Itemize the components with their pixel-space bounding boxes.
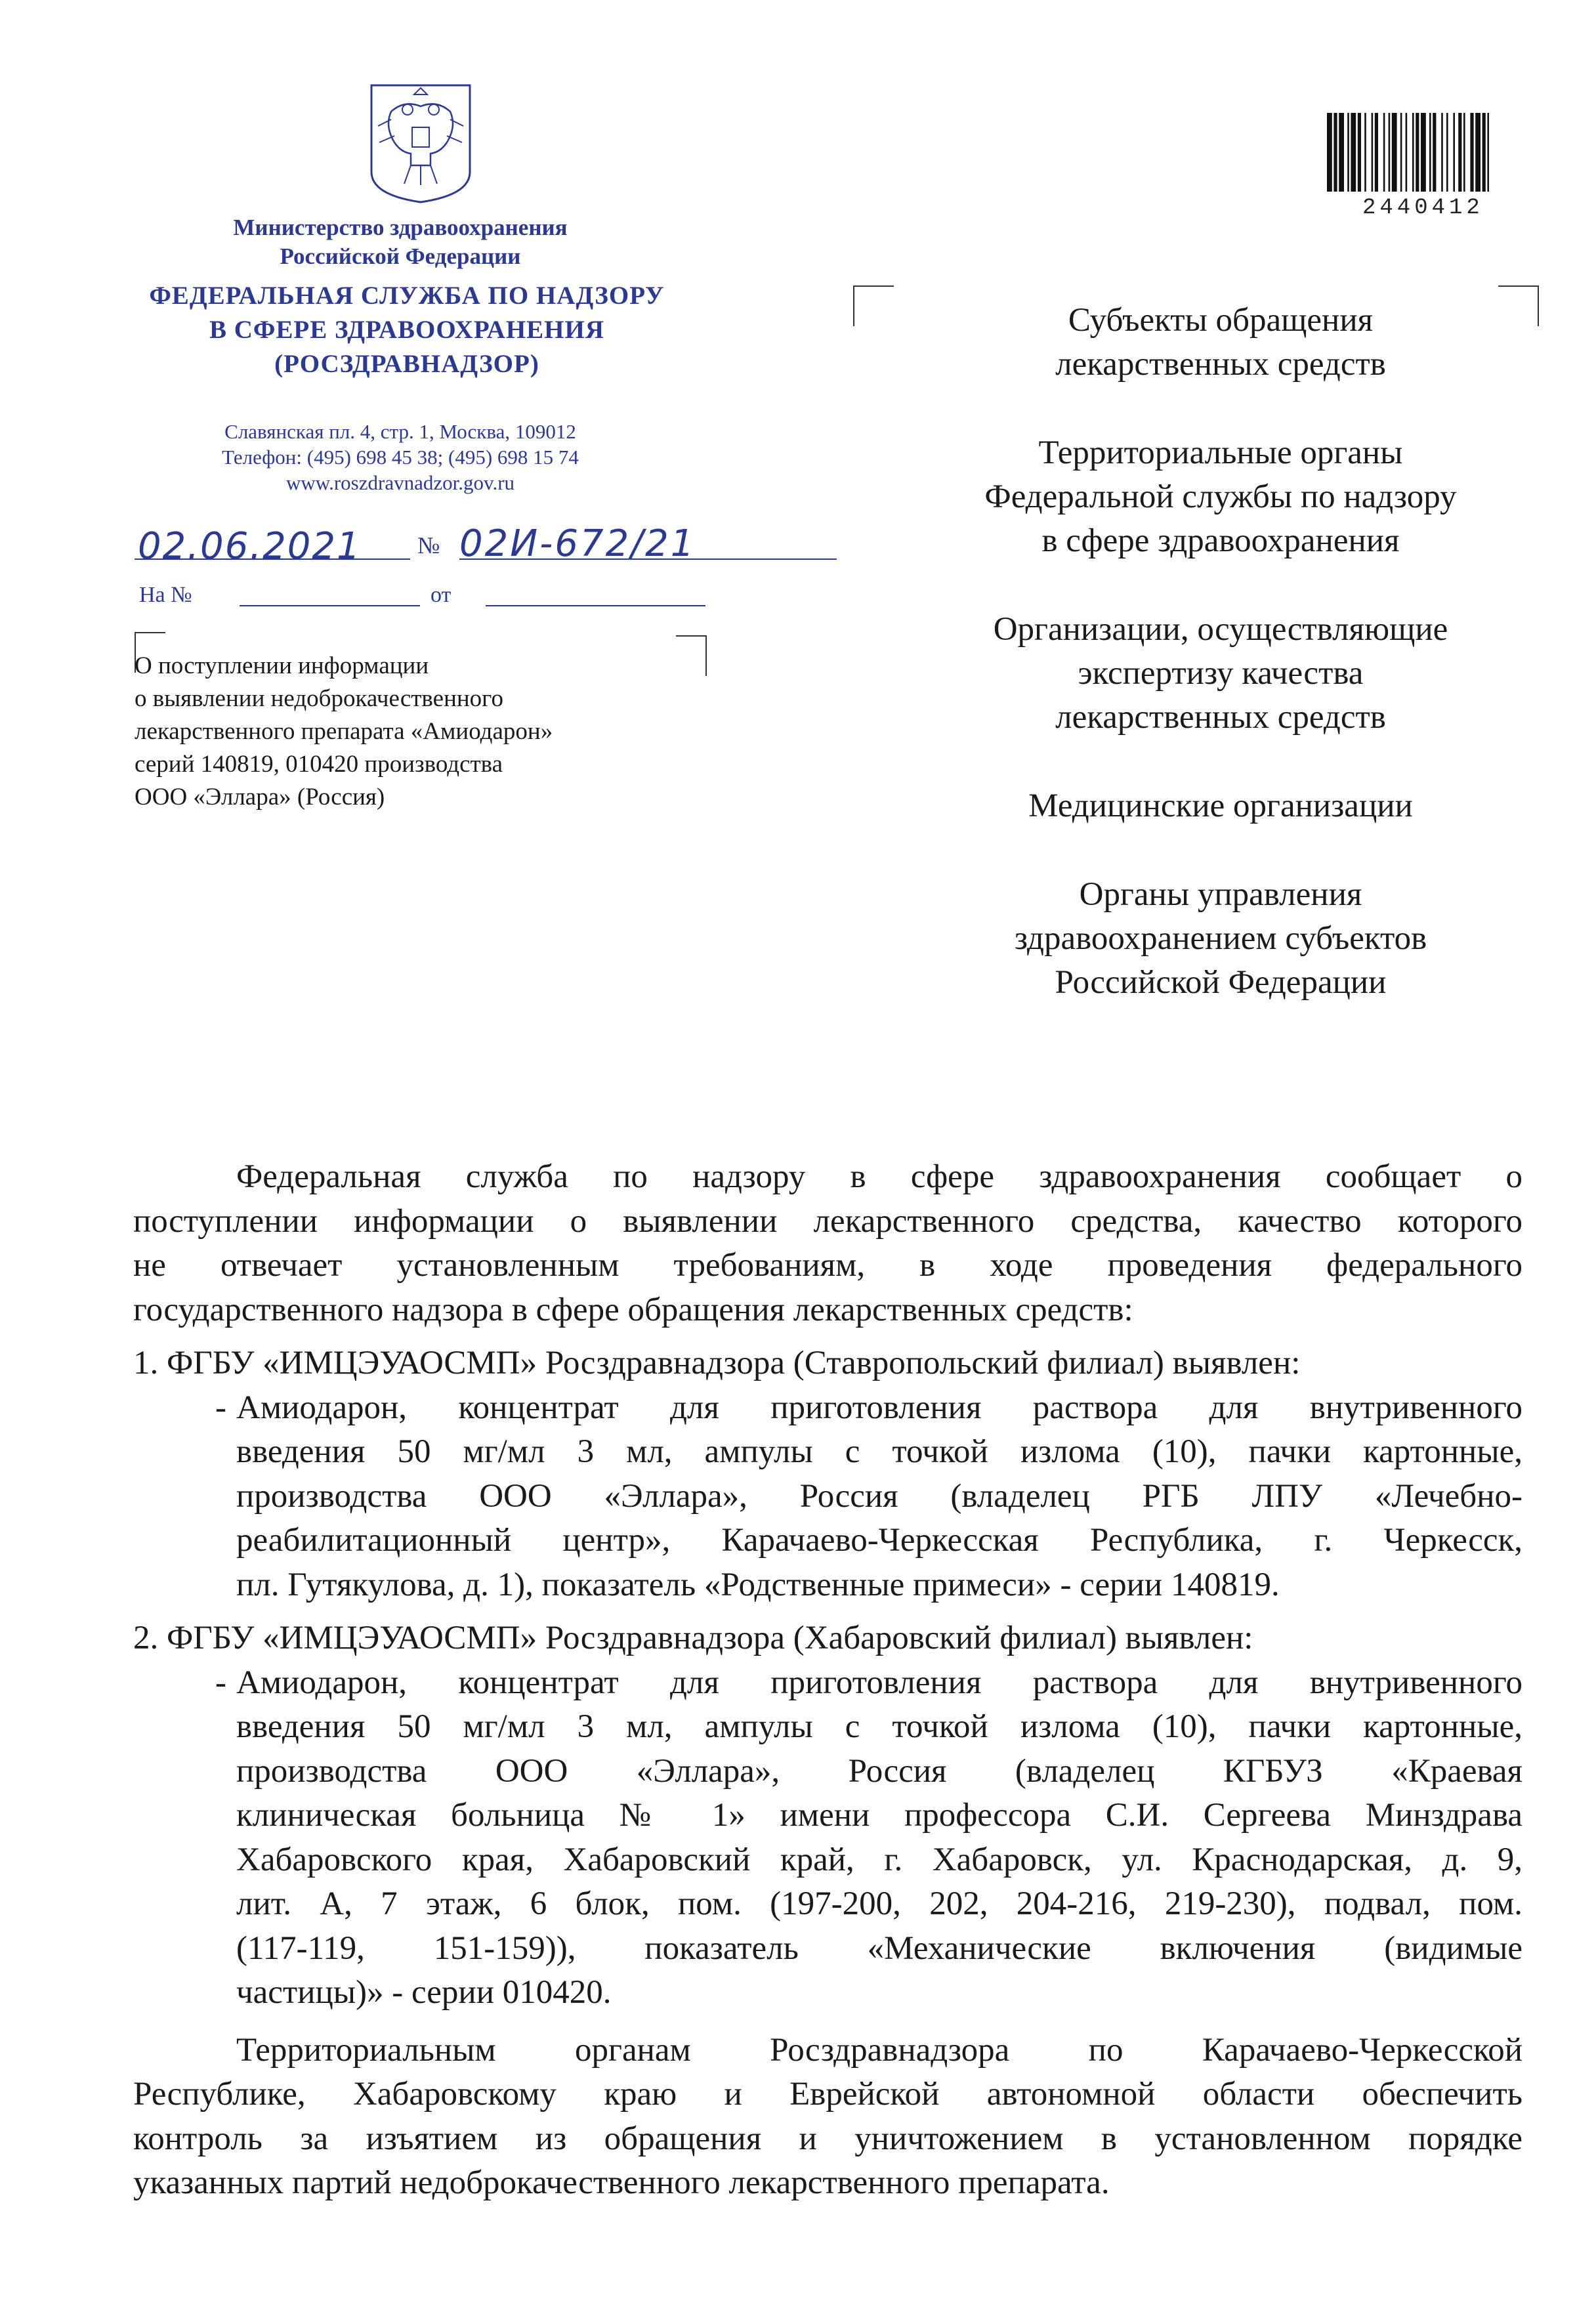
body-line: указанных партий недоброкачественного лекарственного препарата.	[133, 2164, 1110, 2201]
subject-line: ООО «Эллара» (Россия)	[135, 784, 385, 810]
russian-coat-of-arms-icon	[365, 80, 476, 205]
addressee-line: Субъекты обращения	[1068, 302, 1374, 339]
body-line: контроль за изъятием из обращения и уничтожением в установленном порядке	[133, 2120, 1522, 2157]
barcode-number: 2440412	[1362, 196, 1484, 221]
body-line-text: Амиодарон, концентрат для приготовления раствора для внутривенного	[236, 1389, 1522, 1426]
barcode-bar	[1412, 113, 1414, 192]
barcode-bar	[1416, 113, 1419, 192]
body-line: клиническая больница № 1» имени профессора С.И. Сергеева Минздрава	[236, 1797, 1522, 1834]
addressee-bracket-left	[853, 285, 894, 326]
website-line: www.roszdravnadzor.gov.ru	[285, 471, 515, 494]
subject-line: о выявлении недоброкачественного	[135, 685, 503, 712]
body-line-text: Амиодарон, концентрат для приготовления раствора для внутривенного	[236, 1664, 1522, 1701]
body-line: Территориальным органам Росздравнадзора по Карачаево-Черкесской	[236, 2031, 1522, 2069]
barcode-bar	[1383, 113, 1385, 192]
barcode-bar	[1458, 113, 1461, 192]
service-address	[131, 419, 669, 495]
barcode-bar	[1433, 113, 1436, 192]
ministry-name	[131, 213, 669, 271]
body-line: введения 50 мг/мл 3 мл, ампулы с точкой излома (10), пачки картонные,	[236, 1433, 1522, 1470]
body-line: не отвечает установленным требованиям, в ходе проведения федерального	[133, 1247, 1522, 1284]
addressee-line: Федеральной службы по надзору	[984, 478, 1457, 515]
closing-paragraph	[133, 2029, 1522, 2206]
barcode-bar	[1453, 113, 1455, 192]
service-line: ФЕДЕРАЛЬНАЯ СЛУЖБА ПО НАДЗОРУ	[149, 282, 665, 310]
barcode-bar	[1334, 113, 1337, 192]
body-line: Федеральная служба по надзору в сфере здравоохранения сообщает о	[236, 1158, 1522, 1195]
barcode-bar	[1482, 113, 1486, 192]
addressee-group	[906, 431, 1536, 563]
letter-body	[133, 1155, 1522, 2206]
body-line: Хабаровского края, Хабаровский край, г. Хабаровск, ул. Краснодарская, д. 9,	[236, 1841, 1522, 1878]
body-line: Республике, Хабаровскому краю и Еврейской автономной области обеспечить	[133, 2076, 1522, 2113]
list-dash: -	[215, 1389, 226, 1426]
reply-from-blank	[486, 605, 705, 606]
body-line	[133, 1386, 1522, 1431]
finding-2-header: 2. ФГБУ «ИМЦЭУАОСМП» Росздравнадзора (Хабаровский филиал) выявлен:	[133, 1620, 1253, 1656]
barcode-bar	[1351, 113, 1356, 192]
subject-line: лекарственного препарата «Амиодарон»	[135, 718, 553, 745]
service-line: В СФЕРЕ ЗДРАВООХРАНЕНИЯ	[209, 316, 605, 344]
finding-1-header: 1. ФГБУ «ИМЦЭУАОСМП» Росздравнадзора (Ставропольский филиал) выявлен:	[133, 1345, 1301, 1381]
letter-subject	[135, 650, 686, 814]
addressee-group	[906, 784, 1536, 828]
barcode-bar	[1406, 113, 1408, 192]
reply-number-blank	[240, 605, 420, 606]
barcode-bar	[1475, 113, 1480, 192]
addressee-group	[906, 299, 1536, 387]
addressee-line: экспертизу качества	[1078, 655, 1364, 692]
subject-line: серий 140819, 010420 производства	[135, 751, 503, 778]
addressee-line: Российской Федерации	[1055, 964, 1387, 1001]
list-dash: -	[215, 1664, 226, 1701]
body-line: производства ООО «Эллара», Россия (владелец КГБУЗ «Краевая	[236, 1752, 1522, 1790]
addressee-line: Организации, осуществляющие	[993, 611, 1448, 648]
body-line: частицы)» - серии 010420.	[236, 1974, 612, 2011]
registration-number: 02И-672/21	[459, 522, 696, 565]
service-name	[105, 279, 709, 381]
addressee-line: в сфере здравоохранения	[1041, 522, 1400, 559]
body-line: лит. А, 7 этаж, 6 блок, пом. (197-200, 202, 204-216, 219-230), подвал, пом.	[236, 1885, 1522, 1922]
addressee-line: здравоохранением субъектов	[1014, 920, 1427, 957]
addressee-line: лекарственных средств	[1055, 699, 1386, 736]
ministry-line: Российской Федерации	[280, 243, 521, 269]
body-line: государственного надзора в сфере обращения лекарственных средств:	[133, 1291, 1133, 1328]
address-line: Славянская пл. 4, стр. 1, Москва, 109012	[224, 420, 576, 443]
body-line	[133, 1661, 1522, 1706]
reply-from-label: от	[430, 583, 452, 607]
addressee-group	[906, 873, 1536, 1005]
addressee-line: лекарственных средств	[1055, 346, 1386, 383]
reply-number-label: На №	[139, 583, 192, 607]
addressee-line: Медицинские организации	[1028, 788, 1413, 824]
barcode-bar	[1364, 113, 1366, 192]
barcode-bar	[1375, 113, 1378, 192]
body-line: поступлении информации о выявлении лекарственного средства, качество которого	[133, 1202, 1522, 1240]
barcode-bar	[1389, 113, 1391, 192]
barcode-bar	[1347, 113, 1349, 192]
registration-date: 02.06.2021	[138, 525, 362, 568]
barcode-bar	[1372, 113, 1374, 192]
barcode-bar	[1327, 113, 1332, 192]
registration-underline	[135, 512, 843, 584]
barcode-bar	[1487, 113, 1489, 192]
barcode-bar	[1339, 113, 1344, 192]
addressee-list	[906, 299, 1536, 1049]
body-line: реабилитационный центр», Карачаево-Черкесская Республика, г. Черкесск,	[236, 1522, 1522, 1559]
addressee-group	[906, 608, 1536, 740]
subject-line: О поступлении информации	[135, 652, 429, 679]
addressee-line: Территориальные органы	[1038, 434, 1403, 471]
finding-2-details	[133, 1661, 1522, 2015]
barcode	[1327, 113, 1520, 198]
body-line: производства ООО «Эллара», Россия (владелец РГБ ЛПУ «Лечебно-	[236, 1477, 1522, 1515]
barcode-bar	[1392, 113, 1397, 192]
barcode-bar	[1400, 113, 1402, 192]
body-line: введения 50 мг/мл 3 мл, ампулы с точкой излома (10), пачки картонные,	[236, 1708, 1522, 1745]
finding-1-details	[133, 1386, 1522, 1608]
intro-paragraph	[133, 1155, 1522, 1332]
body-line: пл. Гутякулова, д. 1), показатель «Родственные примеси» - серии 140819.	[236, 1566, 1280, 1603]
barcode-bar	[1446, 113, 1448, 192]
barcode-bar	[1429, 113, 1431, 192]
barcode-bar	[1441, 113, 1443, 192]
service-line: (РОСЗДРАВНАДЗОР)	[274, 350, 539, 378]
registration-number-label: №	[417, 532, 440, 558]
barcode-bar	[1470, 113, 1473, 192]
barcode-bar	[1358, 113, 1361, 192]
ministry-line: Министерство здравоохранения	[233, 215, 568, 240]
barcode-bar	[1421, 113, 1426, 192]
phone-line: Телефон: (495) 698 45 38; (495) 698 15 74	[222, 446, 579, 469]
body-line: (117-119, 151-159)), показатель «Механические включения (видимые	[236, 1929, 1522, 1967]
barcode-bar	[1463, 113, 1465, 192]
addressee-line: Органы управления	[1079, 876, 1362, 913]
